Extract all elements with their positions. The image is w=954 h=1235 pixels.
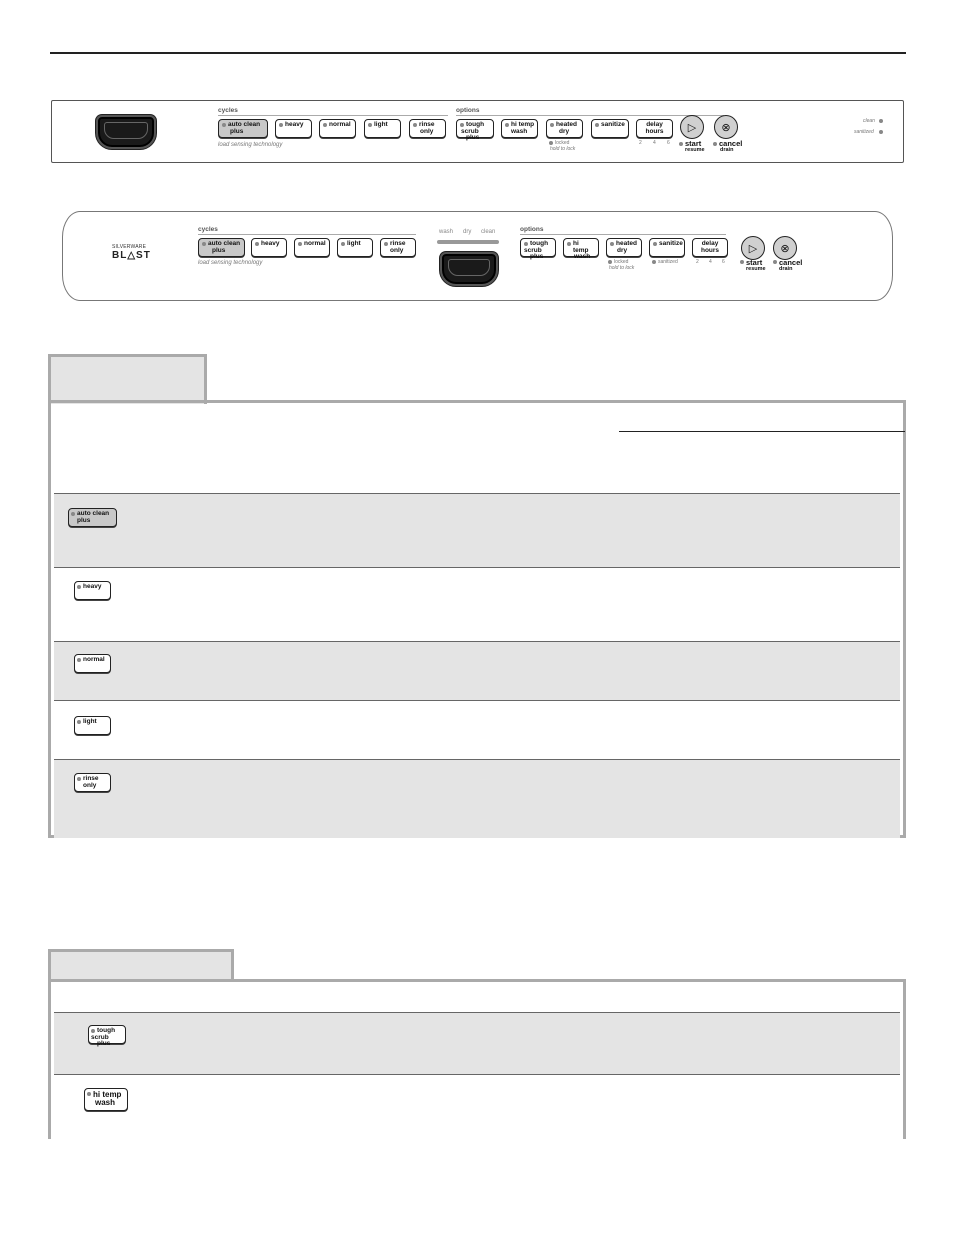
- indicator-light: [77, 777, 81, 781]
- indicator-light: [524, 242, 528, 246]
- cancel-x-icon: ⊗: [780, 242, 790, 255]
- table-header-row: [54, 403, 900, 494]
- options-divider: [456, 115, 724, 116]
- delay-6: 6: [722, 259, 725, 265]
- cycle-label-line1: rinse: [419, 121, 435, 128]
- indicator-light: [77, 658, 81, 662]
- option-button-tough-scrub-plus[interactable]: [520, 238, 556, 260]
- table-header-row: [54, 982, 900, 1013]
- option-label-line1: heated: [556, 121, 577, 128]
- status-display: [440, 252, 498, 286]
- option-label-line2: hours: [645, 127, 664, 135]
- top-rule: [50, 52, 906, 54]
- drain-label: drain: [779, 266, 793, 272]
- option-label-line2: scrub plus: [91, 1033, 111, 1047]
- indicator-light: [460, 123, 464, 127]
- cycle-label-line1: auto clean: [208, 240, 241, 247]
- option-label-line2: wash: [511, 127, 528, 135]
- option-label-line1: delay: [701, 240, 719, 247]
- option-label: sanitize: [601, 121, 625, 128]
- option-label-line1: tough: [97, 1027, 116, 1034]
- option-label-line1: hi temp: [511, 121, 535, 128]
- start-button[interactable]: [741, 236, 765, 260]
- indicator-light: [222, 123, 226, 127]
- option-label-line1: heated: [616, 240, 637, 247]
- cycle-label-line1: rinse: [83, 775, 99, 782]
- start-indicator: [740, 260, 744, 264]
- indicator-light: [505, 123, 509, 127]
- option-label-line1: hi temp: [573, 240, 589, 254]
- indicator-light: [77, 585, 81, 589]
- control-panel-top: [51, 100, 904, 163]
- cycle-label-line2: only: [83, 781, 97, 789]
- cancel-label: cancel: [779, 258, 803, 267]
- cycle-icon-light: [74, 716, 111, 735]
- sanitized-indicator: [652, 260, 656, 264]
- option-icon-tough-scrub-plus: [88, 1025, 126, 1047]
- indicator-light: [279, 123, 283, 127]
- start-label: start: [685, 139, 702, 148]
- option-button-heated-dry[interactable]: [606, 238, 642, 257]
- cycle-label: light: [374, 121, 388, 128]
- table-row-auto-clean-plus: [54, 494, 900, 568]
- locked-label: locked: [614, 259, 629, 265]
- status-display: [96, 115, 156, 149]
- sanitized-label: sanitized: [854, 129, 874, 135]
- sanitized-label: sanitized: [658, 259, 678, 265]
- option-button-tough-scrub-plus[interactable]: [456, 119, 494, 141]
- cycles-header: cycles: [198, 226, 218, 233]
- cycle-label-line1: auto clean: [77, 510, 110, 517]
- sanitized-indicator: [879, 130, 883, 134]
- control-panel-bottom: [62, 211, 893, 301]
- cycle-label: light: [347, 240, 361, 247]
- cancel-x-icon: ⊗: [721, 121, 731, 134]
- cycles-header: cycles: [218, 107, 238, 114]
- cycles-divider: [198, 234, 416, 235]
- start-label: start: [746, 258, 763, 267]
- table-row-normal: [54, 642, 900, 701]
- cycle-button-rinse-only[interactable]: [409, 119, 446, 138]
- option-button-sanitize[interactable]: [649, 238, 685, 257]
- cycle-label-line2: only: [390, 246, 404, 254]
- cycle-button-normal[interactable]: [319, 119, 356, 138]
- status-wash: wash: [439, 229, 454, 235]
- option-button-hi-temp-wash[interactable]: [563, 238, 599, 260]
- clean-label: clean: [863, 118, 875, 124]
- option-label-line1: delay: [646, 121, 663, 128]
- indicator-light: [550, 123, 554, 127]
- option-button-sanitize[interactable]: [591, 119, 629, 138]
- options-header: options: [456, 107, 480, 114]
- play-icon: ▷: [748, 242, 758, 255]
- start-button[interactable]: [680, 115, 704, 139]
- cycle-label: normal: [83, 656, 105, 663]
- table-row-rinse-only: [54, 760, 900, 838]
- indicator-light: [298, 242, 302, 246]
- indicator-light: [595, 123, 599, 127]
- option-table-tab: [48, 949, 234, 982]
- indicator-light: [87, 1092, 91, 1096]
- hold-to-lock-label: hold to lock: [609, 265, 635, 271]
- options-header: options: [520, 226, 544, 233]
- load-sensing-label: load sensing technology: [198, 260, 263, 266]
- cycle-label-line2: plus: [212, 246, 226, 254]
- cycle-label: normal: [329, 121, 351, 128]
- cycle-label: heavy: [83, 583, 102, 590]
- cycle-button-heavy[interactable]: [251, 238, 287, 257]
- delay-2: 2: [639, 140, 642, 146]
- cycle-button-light[interactable]: [364, 119, 401, 138]
- cycle-table-tab: [48, 354, 207, 404]
- cancel-button[interactable]: [714, 115, 738, 139]
- indicator-light: [610, 242, 614, 246]
- indicator-light: [77, 720, 81, 724]
- load-sensing-label: load sensing technology: [218, 142, 283, 148]
- drain-label: drain: [720, 147, 734, 153]
- option-table: [48, 979, 906, 1139]
- cycle-button-auto-clean-plus[interactable]: [218, 119, 268, 138]
- status-bar: [437, 240, 499, 244]
- resume-label: resume: [685, 147, 705, 153]
- cycle-label-line2: only: [420, 127, 434, 135]
- option-label-line2: wash: [95, 1098, 116, 1107]
- option-label-line1: tough: [466, 121, 485, 128]
- cycle-button-rinse-only[interactable]: [380, 238, 416, 257]
- option-label-line2: hours: [700, 246, 720, 254]
- indicator-light: [255, 242, 259, 246]
- brand-small-text: SILVERWARE: [112, 244, 147, 250]
- locked-label: locked: [555, 140, 570, 146]
- cancel-indicator: [713, 142, 717, 146]
- cancel-button[interactable]: [773, 236, 797, 260]
- hold-to-lock-label: hold to lock: [550, 146, 576, 152]
- indicator-light: [341, 242, 345, 246]
- cycle-label-line1: rinse: [390, 240, 406, 247]
- table-row-hi-temp-wash: [54, 1075, 900, 1142]
- option-label-line2: scrub plus: [461, 127, 480, 141]
- cycle-icon-heavy: [74, 581, 111, 600]
- brand-logo: BL△ST: [112, 250, 151, 261]
- table-row-heavy: [54, 568, 900, 642]
- indicator-light: [323, 123, 327, 127]
- cycle-label: heavy: [285, 121, 304, 128]
- indicator-light: [413, 123, 417, 127]
- delay-2: 2: [696, 259, 699, 265]
- option-label-line2: dry: [559, 127, 570, 135]
- cycle-button-normal[interactable]: [294, 238, 330, 257]
- option-button-heated-dry[interactable]: [546, 119, 583, 138]
- play-icon: ▷: [687, 121, 697, 134]
- cycle-label: light: [83, 718, 97, 725]
- indicator-light: [368, 123, 372, 127]
- option-button-delay-hours[interactable]: [636, 119, 673, 138]
- locked-indicator: [549, 141, 553, 145]
- resume-label: resume: [746, 266, 766, 272]
- indicator-light: [653, 242, 657, 246]
- status-clean: clean: [481, 229, 496, 235]
- cycle-label-line2: plus: [77, 516, 91, 524]
- delay-4: 4: [653, 140, 656, 146]
- status-dry: dry: [463, 229, 472, 235]
- cancel-indicator: [773, 260, 777, 264]
- indicator-light: [202, 242, 206, 246]
- indicator-light: [91, 1029, 95, 1033]
- clean-indicator: [879, 119, 883, 123]
- table-row-tough-scrub-plus: [54, 1013, 900, 1075]
- option-icon-hi-temp-wash: [84, 1088, 128, 1111]
- cancel-label: cancel: [719, 139, 743, 148]
- start-indicator: [679, 142, 683, 146]
- delay-4: 4: [709, 259, 712, 265]
- cycle-label: normal: [304, 240, 326, 247]
- cycle-icon-normal: [74, 654, 111, 673]
- cycle-button-heavy[interactable]: [275, 119, 312, 138]
- option-label-line2: scrub plus: [524, 246, 544, 260]
- option-label: sanitize: [659, 240, 683, 247]
- locked-indicator: [608, 260, 612, 264]
- indicator-light: [384, 242, 388, 246]
- cycles-divider: [218, 115, 448, 116]
- cycle-label: heavy: [261, 240, 280, 247]
- table-row-light: [54, 701, 900, 760]
- option-label-line2: dry: [617, 246, 628, 254]
- cycle-label-line2: plus: [230, 127, 244, 135]
- option-label-line1: hi temp: [93, 1090, 122, 1099]
- options-divider: [520, 234, 726, 235]
- option-label-line1: tough: [530, 240, 549, 247]
- cycle-label-line1: auto clean: [228, 121, 261, 128]
- indicator-light: [567, 242, 571, 246]
- cycle-icon-auto-clean-plus: [68, 508, 117, 527]
- cycle-button-light[interactable]: [337, 238, 373, 257]
- cycle-table: [48, 400, 906, 838]
- cycle-icon-rinse-only: [74, 773, 111, 792]
- cycle-button-auto-clean-plus[interactable]: [198, 238, 245, 257]
- option-button-delay-hours[interactable]: [692, 238, 728, 257]
- delay-6: 6: [667, 140, 670, 146]
- option-label-line2: wash: [574, 253, 591, 260]
- option-button-hi-temp-wash[interactable]: [501, 119, 538, 138]
- indicator-light: [71, 512, 75, 516]
